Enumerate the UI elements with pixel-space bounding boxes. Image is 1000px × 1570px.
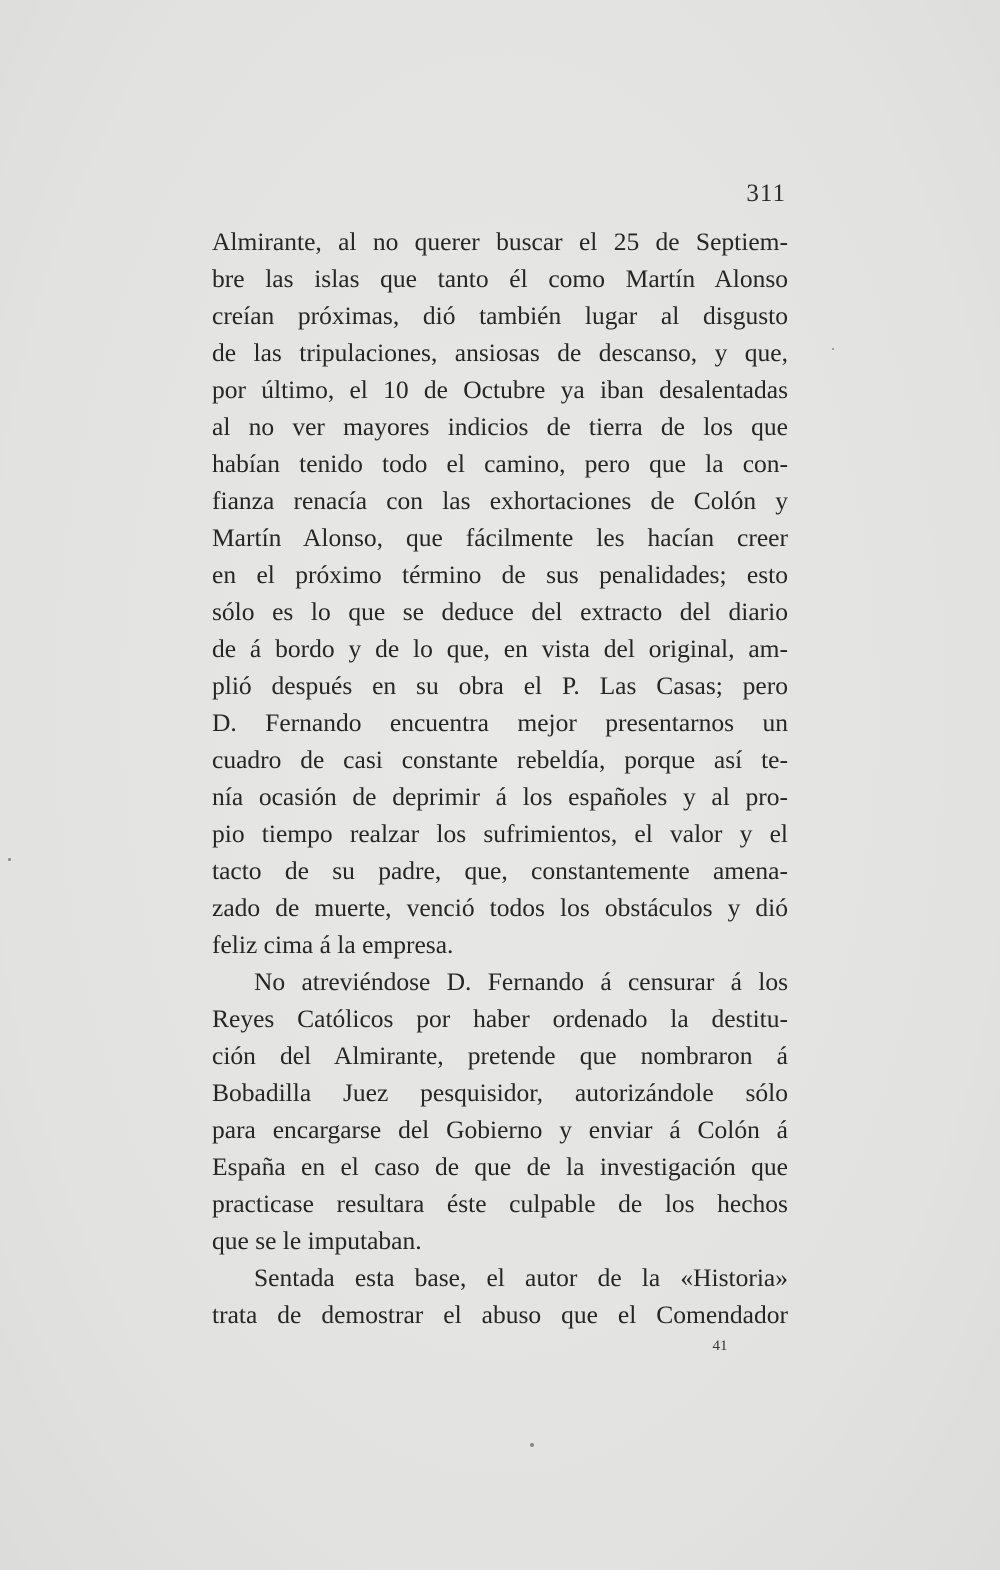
text-line: feliz cima á la empresa. — [212, 930, 454, 959]
page-number: 311 — [746, 180, 786, 207]
text-line: No atreviéndose D. Fernando á censurar á los — [254, 967, 788, 996]
text-line: España en el caso de que de la investigación que — [212, 1152, 788, 1181]
body-text — [212, 223, 788, 1333]
text-line: D. Fernando encuentra mejor presentarnos un — [212, 708, 788, 737]
text-line: bre las islas que tanto él como Martín Alonso — [212, 264, 788, 293]
text-line: sólo es lo que se deduce del extracto del diario — [212, 597, 788, 626]
text-line: zado de muerte, venció todos los obstáculos y dió — [212, 893, 788, 922]
text-line: en el próximo término de sus penalidades; esto — [212, 560, 788, 589]
text-line: pio tiempo realzar los sufrimientos, el valor y el — [212, 819, 788, 848]
text-line: de las tripulaciones, ansiosas de descanso, y que, — [212, 338, 788, 367]
text-line: que se le imputaban. — [212, 1226, 422, 1255]
text-line: Bobadilla Juez pesquisidor, autorizándole sólo — [212, 1078, 788, 1107]
text-line: nía ocasión de deprimir á los españoles y al pro- — [212, 782, 788, 811]
text-line: cuadro de casi constante rebeldía, porque así te- — [212, 745, 788, 774]
text-line: practicase resultara éste culpable de los hechos — [212, 1189, 788, 1218]
paper-speck — [832, 348, 834, 350]
text-line: para encargarse del Gobierno y enviar á Colón á — [212, 1115, 788, 1144]
text-line: por último, el 10 de Octubre ya iban desalentadas — [212, 375, 788, 404]
text-line: trata de demostrar el abuso que el Comendador — [212, 1300, 788, 1329]
text-line: Reyes Católicos por haber ordenado la destitu- — [212, 1004, 788, 1033]
text-line: creían próximas, dió también lugar al disgusto — [212, 301, 788, 330]
signature-mark: 41 — [712, 1338, 728, 1354]
paper-speck — [530, 1443, 534, 1447]
text-line: de á bordo y de lo que, en vista del original, am- — [212, 634, 788, 663]
text-line: tacto de su padre, que, constantemente amena- — [212, 856, 788, 885]
text-line: habían tenido todo el camino, pero que la con- — [212, 449, 788, 478]
text-line: Almirante, al no querer buscar el 25 de Septiem- — [212, 227, 788, 256]
text-line: Martín Alonso, que fácilmente les hacían creer — [212, 523, 788, 552]
paper-speck — [8, 858, 11, 861]
text-line: Sentada esta base, el autor de la «Historia» — [254, 1263, 788, 1292]
text-line: plió después en su obra el P. Las Casas; pero — [212, 671, 788, 700]
text-line: fianza renacía con las exhortaciones de Colón y — [212, 486, 788, 515]
text-line: ción del Almirante, pretende que nombraron á — [212, 1041, 788, 1070]
text-line: al no ver mayores indicios de tierra de los que — [212, 412, 788, 441]
